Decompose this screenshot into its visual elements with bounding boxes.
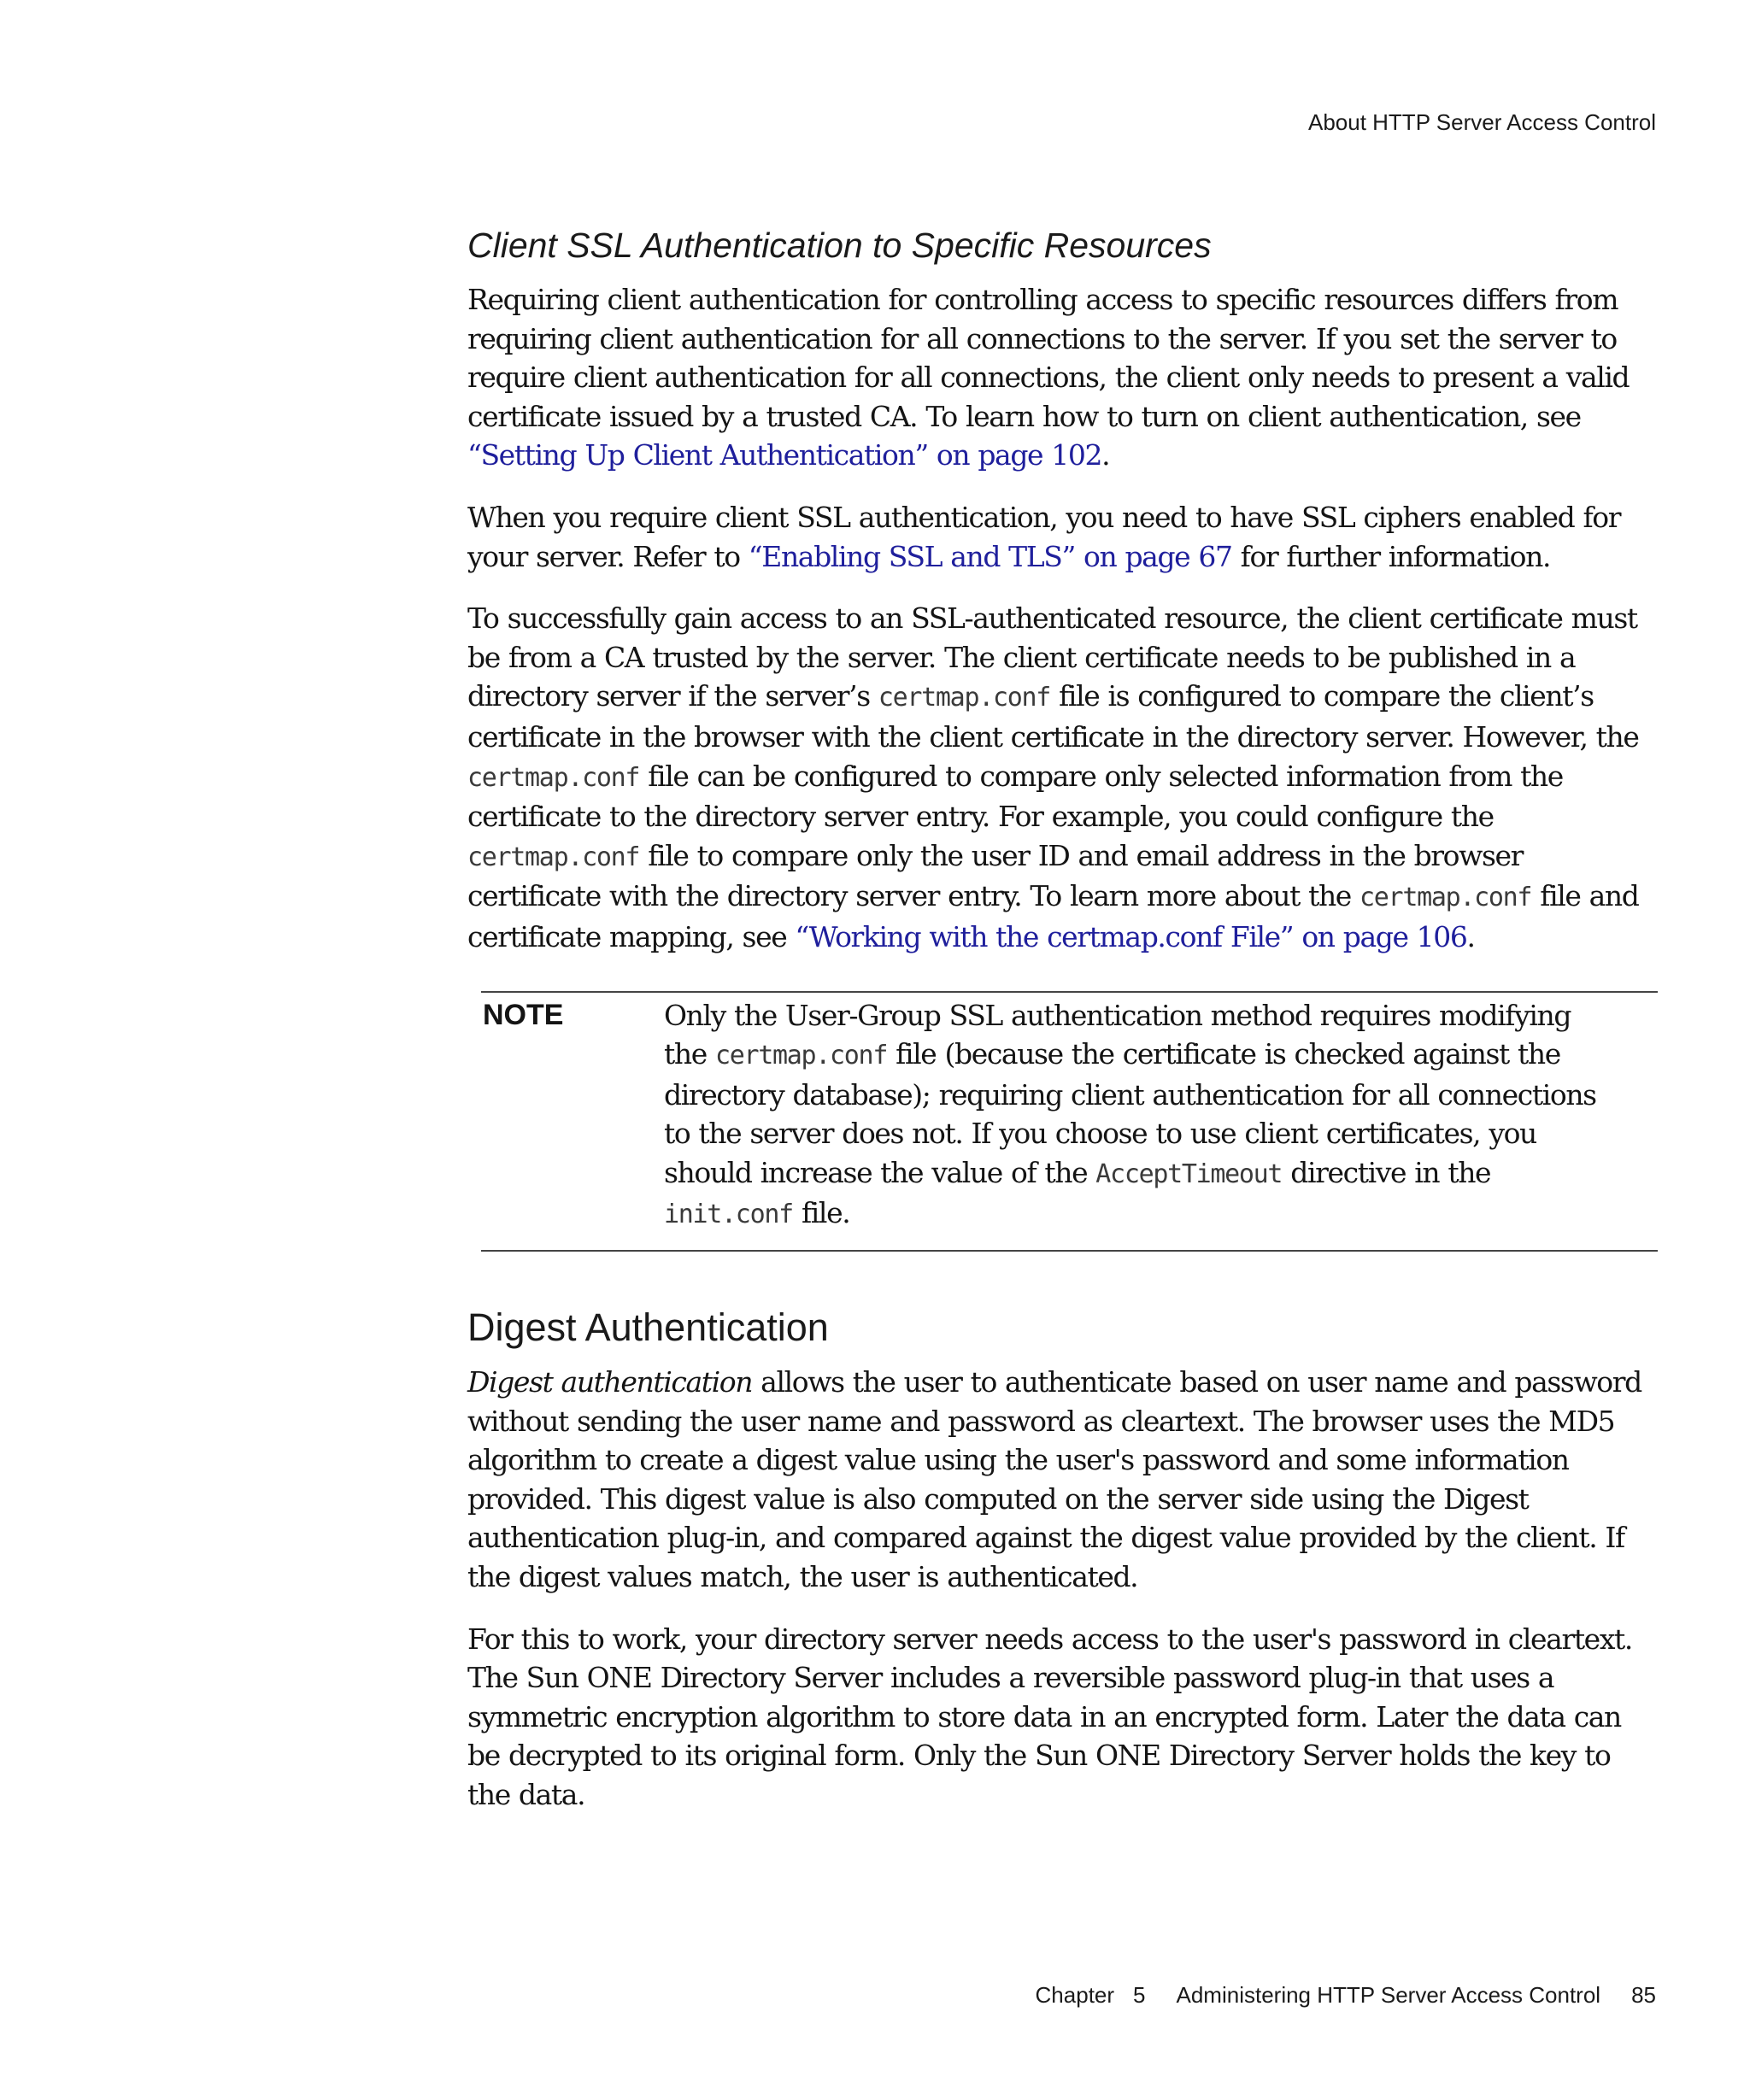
code-init-conf: init.conf [664, 1200, 793, 1230]
code-certmap-conf: certmap.conf [878, 683, 1051, 713]
paragraph-end: . [1466, 919, 1475, 953]
paragraph-text: Requiring client authentication for controlling access to specific resources differs from requiring client authentication for all connections to the server. If you set the server to require client authentication for all connections, the client only needs to present a valid certificate issued by a trusted CA. To learn how to turn on client authentication, see [467, 283, 1630, 433]
paragraph-end: . [1101, 438, 1110, 472]
paragraph-ssl-access [467, 599, 1658, 956]
note-text [664, 996, 1658, 1235]
paragraph-text: file can be configured to compare only selected information from the certificate to the directory server entry. For example, you could configure the [467, 759, 1563, 834]
code-certmap-conf: certmap.conf [467, 842, 640, 872]
code-certmap-conf: certmap.conf [714, 1041, 888, 1071]
note-label: NOTE [483, 998, 564, 1031]
paragraph-text: allows the user to authenticate based on user name and password without sending the user name and password as cleartext. The browser uses the MD5 algorithm to create a digest value using the user's password and some information provided. This digest value is also computed on the server side using the Digest authentication plug-in, and compared against the digest value provided by the client. If the digest values match, the user is authenticated. [467, 1365, 1641, 1594]
code-certmap-conf: certmap.conf [1359, 883, 1532, 913]
note-text-part: file (because the certificate is checked against the directory database); requiring client authentication for all connections to the server does not. If you choose to use client certificates, you should increase the value of the [664, 1037, 1596, 1189]
code-certmap-conf: certmap.conf [467, 762, 640, 793]
paragraph-text: file and certificate mapping, see [467, 879, 1639, 953]
paragraph-text: file is configured to compare the client’s certificate in the browser with the client certificate in the directory server. However, the [467, 679, 1639, 754]
note-text-part: Only the User-Group SSL authentication method requires modifying the [664, 998, 1571, 1071]
paragraph-end: for further information. [1231, 539, 1551, 573]
paragraph-text: When you require client SSL authentication, you need to have SSL ciphers enabled for your server. Refer to [467, 500, 1621, 573]
footer-chapter-number: 5 [1133, 1982, 1146, 2008]
note-box [481, 991, 1658, 1252]
link-working-with-certmap[interactable]: “Working with the certmap.conf File” on page 106 [795, 919, 1467, 953]
paragraph-ssl-intro [467, 280, 1658, 475]
term-digest-authentication: Digest authentication [467, 1365, 753, 1399]
note-text-part: file. [792, 1196, 850, 1230]
paragraph-text: For this to work, your directory server needs access to the user's password in cleartext. The Sun ONE Directory Server includes a reversible password plug-in that uses a symmetric encryption algorithm to store data in an encrypted form. Later the data can be decrypted to its original form. Only the Sun ONE Directory Server holds the key to the data. [467, 1622, 1632, 1811]
paragraph-text: To successfully gain access to an SSL-authenticated resource, the client certificate must be from a CA trusted by the server. The client certificate needs to be published in a directory server if the server’s [467, 601, 1637, 713]
page-content [467, 220, 1658, 1838]
paragraph-ssl-ciphers [467, 498, 1658, 576]
code-accept-timeout: AcceptTimeout [1095, 1159, 1283, 1189]
running-header: About HTTP Server Access Control [1307, 109, 1656, 135]
footer-chapter-title: Administering HTTP Server Access Control [1176, 1982, 1601, 2008]
link-enabling-ssl-tls[interactable]: “Enabling SSL and TLS” on page 67 [748, 539, 1232, 573]
page-footer [1036, 1982, 1656, 2009]
page-number: 85 [1631, 1982, 1656, 2008]
section-heading-digest: Digest Authentication [467, 1305, 829, 1350]
section-heading-client-ssl: Client SSL Authentication to Specific Resources [467, 226, 1212, 265]
link-setting-up-client-auth[interactable]: “Setting Up Client Authentication” on page 102 [467, 438, 1102, 472]
footer-chapter-label: Chapter [1035, 1982, 1115, 2008]
note-text-part: directive in the [1282, 1155, 1491, 1189]
paragraph-digest-intro [467, 1363, 1658, 1597]
paragraph-text: file to compare only the user ID and email address in the browser certificate with the directory server entry. To learn more about the [467, 838, 1524, 913]
paragraph-digest-directory [467, 1620, 1658, 1815]
